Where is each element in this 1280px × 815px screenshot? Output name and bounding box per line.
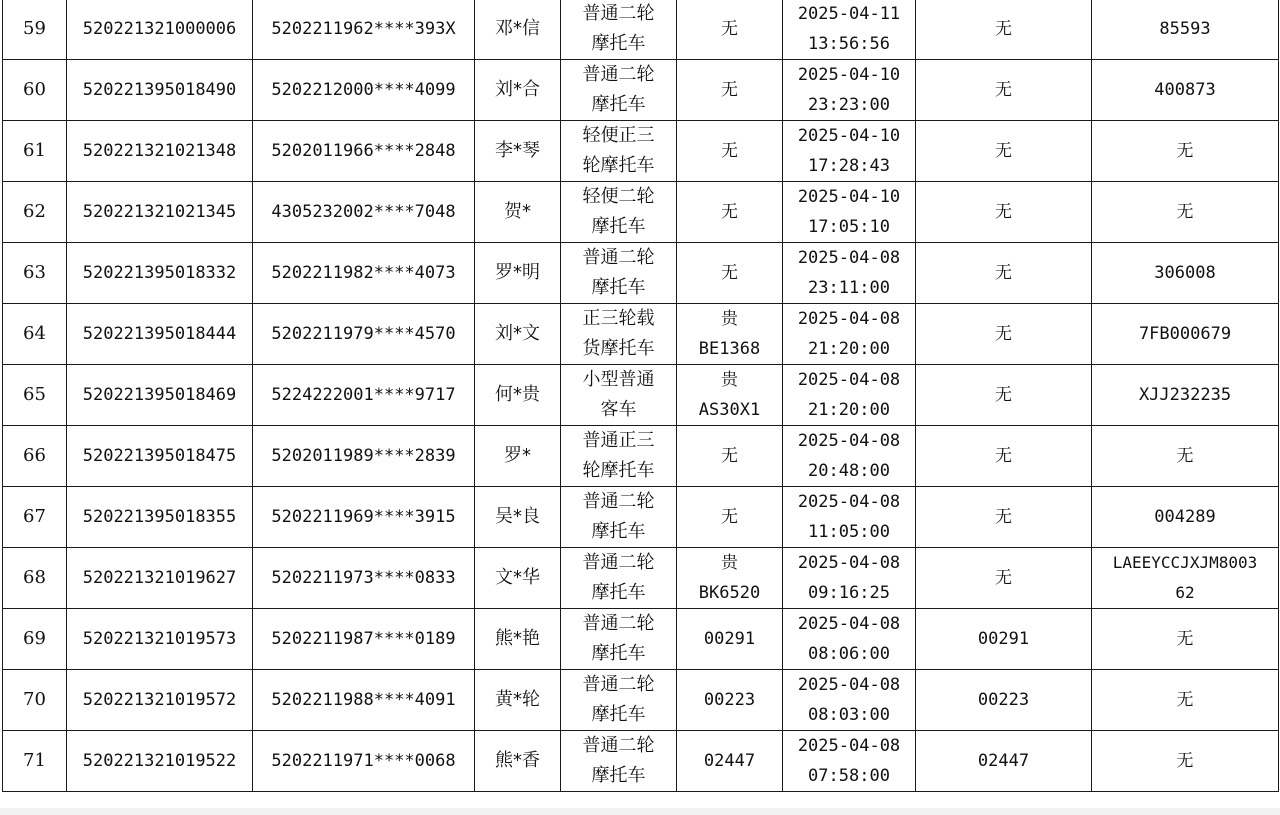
- row-number-cell: 67: [3, 487, 67, 548]
- table-row: [3, 182, 1279, 243]
- row-number-cell: 65: [3, 365, 67, 426]
- plate-line: BE1368: [698, 339, 761, 359]
- serial-line: 400873: [1154, 80, 1216, 100]
- vehicle-type-cell: [561, 0, 677, 60]
- plate-cell: [677, 304, 783, 365]
- person-name-cell: 罗*明: [475, 243, 561, 304]
- datetime-line: 08:03:00: [808, 705, 890, 725]
- plate-line: AS30X1: [698, 400, 761, 420]
- table-row: [3, 487, 1279, 548]
- license-cell: 00223: [916, 670, 1092, 731]
- id-number-cell: 5202212000****4099: [253, 60, 475, 121]
- row-number-cell: 64: [3, 304, 67, 365]
- license-cell: 无: [916, 426, 1092, 487]
- datetime-line: 2025-04-08: [797, 675, 901, 695]
- vehicle-type-cell: [561, 548, 677, 609]
- serial-cell: [1092, 365, 1279, 426]
- table-row: [3, 609, 1279, 670]
- plate-line: 00223: [703, 690, 756, 710]
- page-bottom-edge: [0, 808, 1280, 815]
- record-id-cell: 520221321019573: [67, 609, 253, 670]
- datetime-line: 23:23:00: [808, 95, 890, 115]
- datetime-line: 2025-04-08: [797, 248, 901, 268]
- datetime-cell: [783, 365, 916, 426]
- vehicle-type-line: 摩托车: [591, 216, 646, 237]
- datetime-line: 2025-04-08: [797, 492, 901, 512]
- row-number-cell: 59: [3, 0, 67, 60]
- vehicle-type-line: 摩托车: [591, 582, 646, 603]
- datetime-line: 07:58:00: [808, 766, 890, 786]
- plate-line: 无: [721, 80, 738, 100]
- id-number-cell: 5202211982****4073: [253, 243, 475, 304]
- plate-line: 02447: [703, 751, 756, 771]
- plate-cell: [677, 731, 783, 792]
- id-number-cell: 5202211962****393X: [253, 0, 475, 60]
- vehicle-type-line: 小型普通: [582, 369, 655, 390]
- vehicle-type-cell: [561, 365, 677, 426]
- record-id-cell: 520221395018355: [67, 487, 253, 548]
- vehicle-type-line: 普通二轮: [582, 247, 655, 268]
- serial-cell: [1092, 670, 1279, 731]
- id-number-cell: 5202211979****4570: [253, 304, 475, 365]
- record-id-cell: 520221321019627: [67, 548, 253, 609]
- license-cell: 无: [916, 121, 1092, 182]
- serial-line: 无: [1176, 446, 1194, 466]
- table-row: [3, 243, 1279, 304]
- person-name-cell: 文*华: [475, 548, 561, 609]
- datetime-line: 17:28:43: [808, 156, 890, 176]
- plate-line: 无: [721, 141, 738, 161]
- vehicle-type-cell: [561, 609, 677, 670]
- datetime-line: 2025-04-08: [797, 553, 901, 573]
- id-number-cell: 5202011966****2848: [253, 121, 475, 182]
- record-id-cell: 520221395018475: [67, 426, 253, 487]
- vehicle-type-line: 摩托车: [591, 765, 646, 786]
- vehicle-type-line: 摩托车: [591, 704, 646, 725]
- vehicle-type-line: 摩托车: [591, 94, 646, 115]
- license-cell: 无: [916, 60, 1092, 121]
- vehicle-type-line: 轻便正三: [582, 125, 655, 146]
- serial-cell: [1092, 487, 1279, 548]
- vehicle-type-line: 轮摩托车: [582, 155, 655, 176]
- vehicle-type-line: 轻便二轮: [582, 186, 655, 207]
- row-number-cell: 60: [3, 60, 67, 121]
- person-name-cell: 李*琴: [475, 121, 561, 182]
- record-id-cell: 520221321021345: [67, 182, 253, 243]
- license-cell: 无: [916, 243, 1092, 304]
- license-cell: 02447: [916, 731, 1092, 792]
- datetime-line: 21:20:00: [808, 339, 890, 359]
- table-row: [3, 60, 1279, 121]
- person-name-cell: 何*贵: [475, 365, 561, 426]
- datetime-cell: [783, 487, 916, 548]
- table-row: [3, 304, 1279, 365]
- plate-cell: [677, 426, 783, 487]
- row-number-cell: 69: [3, 609, 67, 670]
- serial-cell: [1092, 0, 1279, 60]
- serial-line: LAEEYCCJXJM8003: [1112, 553, 1258, 572]
- plate-cell: [677, 0, 783, 60]
- datetime-cell: [783, 609, 916, 670]
- plate-line: 贵: [721, 553, 738, 573]
- datetime-cell: [783, 243, 916, 304]
- serial-cell: [1092, 304, 1279, 365]
- serial-cell: [1092, 609, 1279, 670]
- datetime-cell: [783, 182, 916, 243]
- plate-cell: [677, 670, 783, 731]
- table-body: [3, 0, 1279, 792]
- datetime-cell: [783, 0, 916, 60]
- vehicle-type-line: 普通二轮: [582, 491, 655, 512]
- serial-line: 无: [1176, 751, 1194, 771]
- table-row: [3, 731, 1279, 792]
- vehicle-type-line: 摩托车: [591, 521, 646, 542]
- vehicle-type-cell: [561, 670, 677, 731]
- id-number-cell: 5202211988****4091: [253, 670, 475, 731]
- serial-cell: [1092, 60, 1279, 121]
- vehicle-type-line: 普通正三: [582, 430, 655, 451]
- id-number-cell: 4305232002****7048: [253, 182, 475, 243]
- row-number-cell: 68: [3, 548, 67, 609]
- plate-line: 贵: [721, 370, 738, 390]
- datetime-line: 2025-04-10: [797, 65, 901, 85]
- plate-cell: [677, 182, 783, 243]
- vehicle-type-cell: [561, 304, 677, 365]
- vehicle-type-line: 轮摩托车: [582, 460, 655, 481]
- plate-line: 无: [721, 19, 738, 39]
- id-number-cell: 5202211973****0833: [253, 548, 475, 609]
- datetime-cell: [783, 426, 916, 487]
- record-id-cell: 520221395018490: [67, 60, 253, 121]
- table-row: [3, 0, 1279, 60]
- datetime-line: 20:48:00: [808, 461, 890, 481]
- vehicle-type-cell: [561, 182, 677, 243]
- datetime-line: 08:06:00: [808, 644, 890, 664]
- datetime-line: 23:11:00: [808, 278, 890, 298]
- row-number-cell: 63: [3, 243, 67, 304]
- datetime-line: 21:20:00: [808, 400, 890, 420]
- row-number-cell: 66: [3, 426, 67, 487]
- person-name-cell: 刘*文: [475, 304, 561, 365]
- serial-line: 无: [1176, 202, 1194, 222]
- row-number-cell: 61: [3, 121, 67, 182]
- datetime-cell: [783, 670, 916, 731]
- vehicle-type-line: 摩托车: [591, 277, 646, 298]
- license-cell: 无: [916, 365, 1092, 426]
- person-name-cell: 贺*: [475, 182, 561, 243]
- serial-cell: [1092, 548, 1279, 609]
- vehicle-type-line: 摩托车: [591, 33, 646, 54]
- person-name-cell: 邓*信: [475, 0, 561, 60]
- license-cell: 无: [916, 548, 1092, 609]
- serial-cell: [1092, 426, 1279, 487]
- id-number-cell: 5202211971****0068: [253, 731, 475, 792]
- datetime-line: 2025-04-10: [797, 126, 901, 146]
- serial-cell: [1092, 121, 1279, 182]
- datetime-line: 2025-04-08: [797, 431, 901, 451]
- record-id-cell: 520221395018332: [67, 243, 253, 304]
- license-cell: 无: [916, 304, 1092, 365]
- serial-line: 无: [1176, 141, 1194, 161]
- license-cell: 00291: [916, 609, 1092, 670]
- serial-line: 004289: [1154, 507, 1216, 527]
- serial-cell: [1092, 182, 1279, 243]
- datetime-line: 11:05:00: [808, 522, 890, 542]
- datetime-line: 13:56:56: [808, 34, 890, 54]
- row-number-cell: 70: [3, 670, 67, 731]
- datetime-line: 2025-04-10: [797, 187, 901, 207]
- row-number-cell: 62: [3, 182, 67, 243]
- id-number-cell: 5202011989****2839: [253, 426, 475, 487]
- person-name-cell: 吴*良: [475, 487, 561, 548]
- table-row: [3, 365, 1279, 426]
- datetime-cell: [783, 121, 916, 182]
- plate-cell: [677, 487, 783, 548]
- datetime-line: 2025-04-08: [797, 370, 901, 390]
- plate-cell: [677, 365, 783, 426]
- serial-line: 无: [1176, 690, 1194, 710]
- datetime-line: 17:05:10: [808, 217, 890, 237]
- serial-cell: [1092, 731, 1279, 792]
- id-number-cell: 5224222001****9717: [253, 365, 475, 426]
- vehicle-type-line: 正三轮载: [582, 308, 655, 329]
- vehicle-type-cell: [561, 121, 677, 182]
- person-name-cell: 熊*艳: [475, 609, 561, 670]
- person-name-cell: 熊*香: [475, 731, 561, 792]
- license-cell: 无: [916, 487, 1092, 548]
- datetime-line: 2025-04-08: [797, 614, 901, 634]
- vehicle-type-cell: [561, 487, 677, 548]
- record-id-cell: 520221395018469: [67, 365, 253, 426]
- vehicle-type-cell: [561, 243, 677, 304]
- record-id-cell: 520221321021348: [67, 121, 253, 182]
- plate-line: 无: [721, 263, 738, 283]
- license-cell: 无: [916, 0, 1092, 60]
- plate-line: 无: [721, 446, 738, 466]
- plate-cell: [677, 243, 783, 304]
- table-row: [3, 121, 1279, 182]
- plate-line: 00291: [703, 629, 756, 649]
- vehicle-type-line: 普通二轮: [582, 674, 655, 695]
- plate-cell: [677, 609, 783, 670]
- vehicle-type-line: 普通二轮: [582, 3, 655, 24]
- serial-line: 306008: [1154, 263, 1216, 283]
- vehicle-type-line: 普通二轮: [582, 735, 655, 756]
- serial-line: 85593: [1159, 19, 1211, 39]
- records-table: [2, 0, 1279, 792]
- datetime-cell: [783, 304, 916, 365]
- row-number-cell: 71: [3, 731, 67, 792]
- datetime-cell: [783, 731, 916, 792]
- table-row: [3, 426, 1279, 487]
- serial-line: XJJ232235: [1138, 385, 1232, 405]
- datetime-cell: [783, 60, 916, 121]
- datetime-line: 09:16:25: [808, 583, 890, 603]
- serial-line: 7FB000679: [1138, 324, 1232, 344]
- vehicle-type-line: 摩托车: [591, 643, 646, 664]
- datetime-line: 2025-04-08: [797, 309, 901, 329]
- id-number-cell: 5202211987****0189: [253, 609, 475, 670]
- vehicle-type-cell: [561, 731, 677, 792]
- plate-line: 贵: [721, 309, 738, 329]
- plate-cell: [677, 548, 783, 609]
- vehicle-type-line: 普通二轮: [582, 64, 655, 85]
- person-name-cell: 罗*: [475, 426, 561, 487]
- vehicle-type-line: 货摩托车: [582, 338, 655, 359]
- record-id-cell: 520221321019572: [67, 670, 253, 731]
- plate-line: BK6520: [698, 583, 761, 603]
- vehicle-type-cell: [561, 426, 677, 487]
- record-id-cell: 520221395018444: [67, 304, 253, 365]
- serial-line: 无: [1176, 629, 1194, 649]
- serial-line: 62: [1175, 583, 1195, 602]
- vehicle-type-cell: [561, 60, 677, 121]
- record-id-cell: 520221321019522: [67, 731, 253, 792]
- license-cell: 无: [916, 182, 1092, 243]
- datetime-line: 2025-04-11: [797, 4, 901, 24]
- plate-cell: [677, 60, 783, 121]
- id-number-cell: 5202211969****3915: [253, 487, 475, 548]
- vehicle-type-line: 普通二轮: [582, 613, 655, 634]
- plate-line: 无: [721, 202, 738, 222]
- datetime-cell: [783, 548, 916, 609]
- serial-cell: [1092, 243, 1279, 304]
- plate-cell: [677, 121, 783, 182]
- person-name-cell: 刘*合: [475, 60, 561, 121]
- person-name-cell: 黄*轮: [475, 670, 561, 731]
- datetime-line: 2025-04-08: [797, 736, 901, 756]
- table-row: [3, 548, 1279, 609]
- table-row: [3, 670, 1279, 731]
- plate-line: 无: [721, 507, 738, 527]
- record-id-cell: 520221321000006: [67, 0, 253, 60]
- vehicle-type-line: 普通二轮: [582, 552, 655, 573]
- vehicle-type-line: 客车: [600, 399, 637, 420]
